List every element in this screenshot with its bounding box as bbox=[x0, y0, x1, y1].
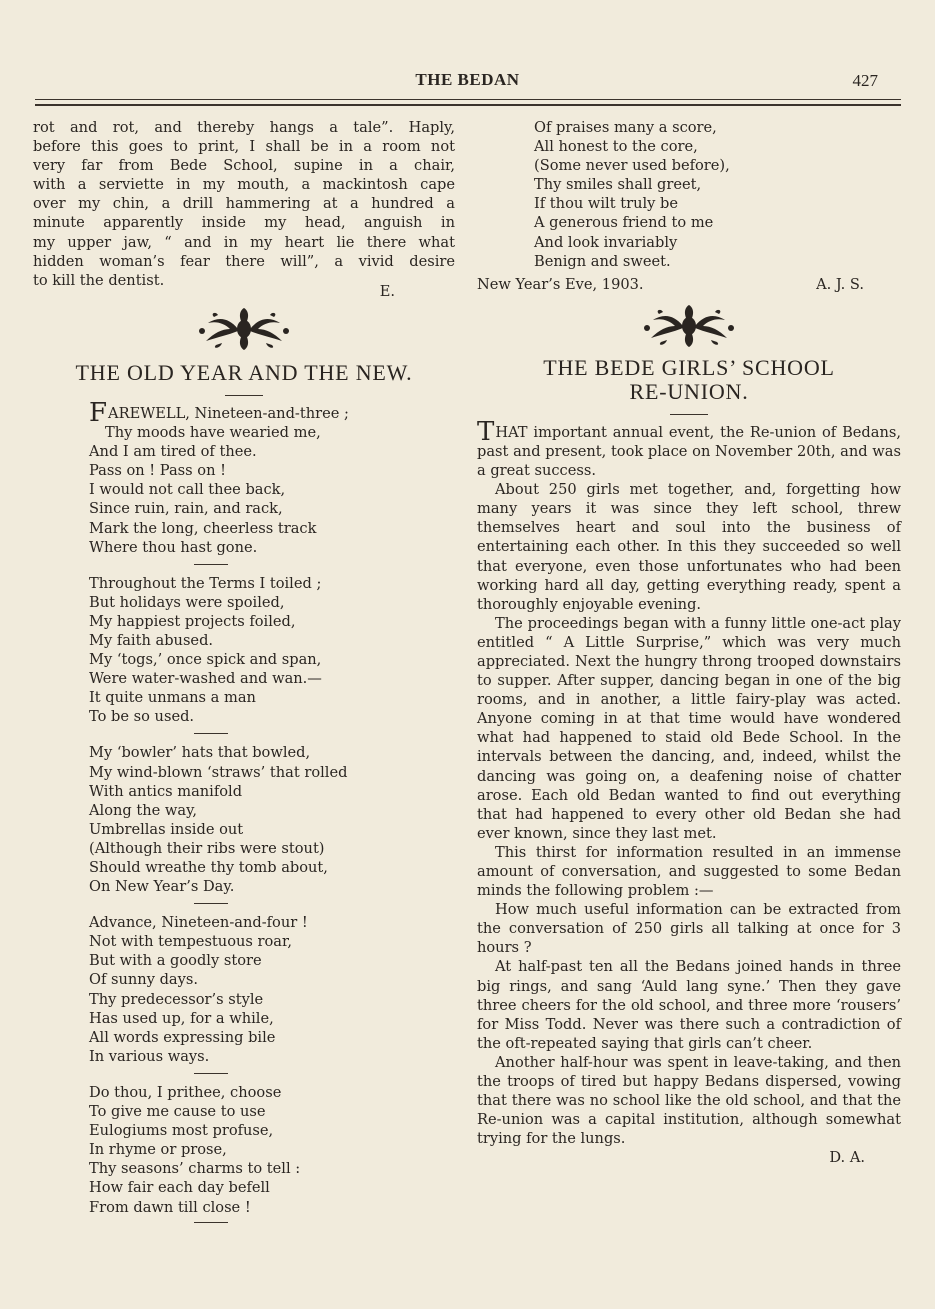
author-signature: E. bbox=[379, 282, 395, 300]
poem-line: Throughout the Terms I toiled ; bbox=[89, 574, 322, 592]
poem-line: Along the way, bbox=[89, 801, 198, 819]
poem-line: Eulogiums most profuse, bbox=[89, 1122, 274, 1140]
poem-line: Mark the long, cheerless track bbox=[89, 519, 317, 537]
poem-line: If thou wilt truly be bbox=[534, 195, 678, 213]
text-line: minute apparently inside my head, anguish in bbox=[33, 214, 455, 232]
poem-continued-stanza bbox=[477, 118, 901, 271]
poem-line: And look invariably bbox=[534, 233, 678, 251]
poem-line: Pass on ! Pass on ! bbox=[89, 462, 226, 480]
article-title bbox=[477, 356, 901, 404]
drop-cap: T bbox=[477, 416, 495, 447]
poem-line: Do thou, I prithee, choose bbox=[89, 1083, 282, 1101]
title-rule bbox=[670, 414, 708, 415]
poem-line: It quite unmans a man bbox=[89, 689, 256, 707]
continued-text bbox=[33, 118, 455, 290]
poem-line: In rhyme or prose, bbox=[89, 1141, 227, 1159]
poem-line: All honest to the core, bbox=[534, 138, 698, 156]
text-line: before this goes to print, I shall be in a room not bbox=[33, 138, 455, 156]
poem-line: A generous friend to me bbox=[534, 214, 714, 232]
page-header bbox=[35, 66, 900, 94]
article-paragraph: About 250 girls met together, and, forgetting how many years it was since they left school, threw themselves heart and soul into the business of entertaining each other. In this they succeeded so well that everyone, even those unfortunates who had been working hard all day, getting everything ready, spent a thoroughly enjoyable evening. bbox=[477, 481, 901, 613]
poem-line: My ‘togs,’ once spick and span, bbox=[89, 651, 322, 669]
running-title: THE BEDAN bbox=[415, 70, 520, 89]
poem-line: To be so used. bbox=[89, 708, 195, 726]
poem-line: Thy moods have wearied me, bbox=[105, 424, 321, 442]
poem-line: Not with tempestuous roar, bbox=[89, 933, 292, 951]
fleuron-ornament-icon bbox=[194, 307, 294, 351]
stanza-divider bbox=[194, 903, 228, 904]
stanza-divider bbox=[194, 564, 228, 565]
poem-line: In various ways. bbox=[89, 1047, 210, 1065]
text-line: rot and rot, and thereby hangs a tale”. Haply, bbox=[33, 119, 455, 136]
poem-stanza-5 bbox=[33, 1083, 455, 1217]
article-paragraph: This thirst for information resulted in an immense amount of conversation, and suggested to some Bedan minds the following problem :— bbox=[477, 843, 901, 900]
poem-stanza-1 bbox=[33, 397, 455, 557]
text-line: my upper jaw, “ and in my heart lie there what bbox=[33, 233, 455, 251]
article-paragraph: Another half-hour was spent in leave-taking, and then the troops of tired but happy Bedans dispersed, vowing that there was no school like the old school, and that the Re-union was a capital institution, although somewhat trying for the lungs. bbox=[477, 1053, 901, 1148]
poem-line: Were water-washed and wan.— bbox=[89, 670, 322, 688]
poem-line: My ‘bowler’ hats that bowled, bbox=[89, 744, 311, 762]
poem-line: My happiest projects foiled, bbox=[89, 612, 296, 630]
header-rule-thin bbox=[35, 99, 901, 100]
poem-line: Umbrellas inside out bbox=[89, 820, 244, 838]
poem-line: My wind-blown ‘straws’ that rolled bbox=[89, 763, 348, 781]
article-paragraph: The proceedings began with a funny little one-act play entitled “ A Little Surprise,” which was very much appreciated. Next the hungry throng trooped downstairs to supper. After supper, dancing began in one of the big rooms, and in another, a little fairy-play was acted. Anyone coming in at that time would have wondered what had happened to staid old Bede School. In the intervals between the dancing, and, indeed, whilst the dancing was going on, a deafening noise of chatter arose. Each old Bedan wanted to find out everything that had happened to every other old Bedan she had ever known, since they last met. bbox=[477, 614, 901, 842]
poem-line: Of praises many a score, bbox=[534, 119, 717, 136]
poem-line: And I am tired of thee. bbox=[89, 443, 257, 461]
poem-line: All words expressing bile bbox=[89, 1028, 276, 1046]
text-line: very far from Bede School, supine in a chair, bbox=[33, 157, 455, 175]
poem-line: On New Year’s Day. bbox=[89, 878, 235, 896]
article-paragraph: At half-past ten all the Bedans joined hands in three big rings, and sang ‘Auld lang syne.’ Then they gave three cheers for the old school, and three more ‘rousers’ for Miss Todd. Never was there such a contradiction of the oft-repeated saying that girls can’t cheer. bbox=[477, 958, 901, 1052]
poem-line: My faith abused. bbox=[89, 631, 214, 649]
article-paragraph: How much useful information can be extracted from the conversation of 250 girls all talking at once for 3 hours ? bbox=[477, 901, 901, 957]
stanza-divider bbox=[194, 733, 228, 734]
poem-stanza-3 bbox=[33, 743, 455, 896]
poem-line: Benign and sweet. bbox=[534, 252, 671, 270]
poem-line: I would not call thee back, bbox=[89, 481, 286, 499]
poem-line: Since ruin, rain, and rack, bbox=[89, 500, 283, 518]
poem-date: New Year’s Eve, 1903. bbox=[477, 275, 644, 293]
poem-stanza-2 bbox=[33, 574, 455, 727]
page-number: 427 bbox=[852, 71, 878, 90]
poem-line: To give me cause to use bbox=[89, 1103, 266, 1121]
poem-line bbox=[89, 397, 455, 428]
stanza-divider bbox=[194, 1073, 228, 1074]
article-title-line: RE-UNION. bbox=[629, 378, 749, 404]
right-column bbox=[477, 118, 901, 1168]
text-line: with a serviette in my mouth, a mackintosh cape bbox=[33, 176, 455, 194]
stanza-divider bbox=[194, 1222, 228, 1223]
paragraph-text: important annual event, the Re-union of Bedans, past and present, took place on November 20th, and was a great success. bbox=[477, 423, 901, 480]
poem-line: With antics manifold bbox=[89, 782, 243, 800]
poem-line: From dawn till close ! bbox=[89, 1198, 251, 1216]
text-line: over my chin, a drill hammering at a hundred a bbox=[33, 195, 455, 213]
poem-line: Advance, Nineteen-and-four ! bbox=[89, 914, 308, 932]
fleuron-ornament-icon bbox=[639, 304, 739, 348]
poem-title: THE OLD YEAR AND THE NEW. bbox=[75, 359, 413, 385]
poem-line: But with a goodly store bbox=[89, 952, 262, 970]
title-rule bbox=[225, 395, 263, 396]
left-column bbox=[33, 118, 455, 1232]
poem-line: Thy smiles shall greet, bbox=[534, 176, 702, 194]
text-line: hidden woman’s fear there will”, a vivid desire bbox=[33, 252, 455, 270]
poem-line: Thy predecessor’s style bbox=[89, 990, 264, 1008]
poem-stanza-4 bbox=[33, 913, 455, 1066]
line-rest: Nineteen-and-three ; bbox=[189, 404, 349, 422]
poem-line: Should wreathe thy tomb about, bbox=[89, 859, 328, 876]
article-body bbox=[477, 416, 901, 1168]
poem-line: But holidays were spoiled, bbox=[89, 593, 285, 611]
poem-dateline bbox=[477, 275, 901, 294]
poem-signature: A. J. S. bbox=[816, 275, 864, 293]
poem-line: (Although their ribs were stout) bbox=[89, 839, 325, 857]
text-line: to kill the dentist. bbox=[33, 271, 165, 289]
article-title-line: THE BEDE GIRLS’ SCHOOL bbox=[543, 354, 835, 380]
poem-line: Where thou hast gone. bbox=[89, 538, 258, 556]
article-paragraph bbox=[477, 416, 901, 480]
small-caps-word: AREWELL, bbox=[108, 404, 190, 422]
header-rule-thick bbox=[35, 104, 901, 106]
article-signature: D. A. bbox=[829, 1149, 865, 1167]
poem-line: How fair each day befell bbox=[89, 1179, 270, 1197]
poem-line: Of sunny days. bbox=[89, 971, 198, 989]
poem-line: Has used up, for a while, bbox=[89, 1009, 274, 1027]
poem-line: (Some never used before), bbox=[534, 157, 730, 175]
poem-line: Thy seasons’ charms to tell : bbox=[89, 1160, 301, 1178]
drop-cap: F bbox=[89, 397, 108, 428]
small-caps-word: HAT bbox=[495, 423, 528, 441]
